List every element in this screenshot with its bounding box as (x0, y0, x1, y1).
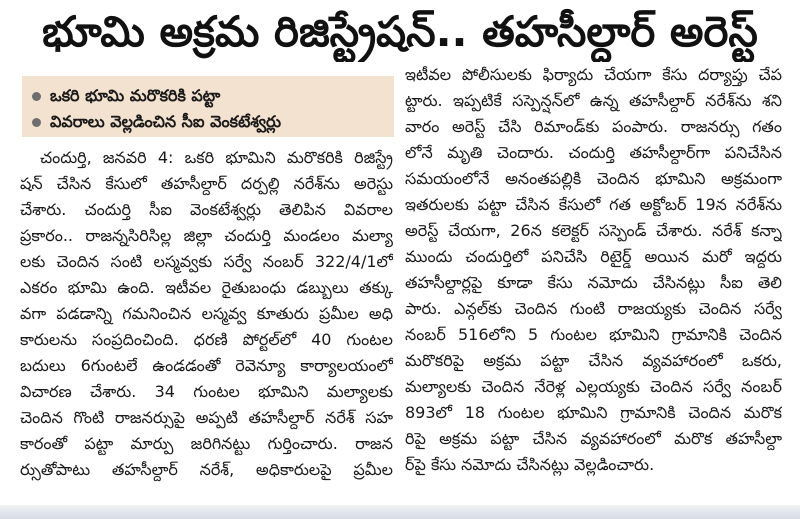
article-left-column (20, 145, 393, 483)
page-bottom-edge (0, 505, 800, 519)
article-line: కారులను సంప్రదించింది. ధరణి పోర్టల్‌లో 40 గుంటల (20, 330, 393, 349)
article-line: లోనే మృతి చెందారు. చందుర్తి తహసీల్దార్‌గా పనిచేసిన (405, 143, 782, 162)
article-line: లకు చెందిన సంటి లస్మవ్వకు సర్వే నంబర్ 322/4/1లో (20, 252, 393, 271)
bullet-icon (32, 118, 41, 127)
article-line: ప్రకారం.. రాజన్నసిరిసిల్ల జిల్లా చందుర్తి మండలం మల్యా (20, 226, 393, 245)
article-line: రిపై అక్రమ పట్టా చేసిన వ్యవహారంలో మరొక తహసీల్దా (405, 429, 782, 448)
article-line: ట్టారు. ఇప్పటికే సస్పెన్షన్‌లో ఉన్న తహసీల్దార్ నరేశ్‌ను శని (405, 91, 782, 110)
highlight-text: ఒకరి భూమి మరొకరికి పట్టా (50, 86, 221, 105)
article-line: 893లో 18 గుంటల భూమిని గ్రామానికి చెందిన మరొక (405, 403, 782, 422)
article-line: నంబర్ 516లోని 5 గుంటల భూమిని గ్రామానికి చెందిన (405, 325, 782, 344)
headline: భూమి అక్రమ రిజిస్ట్రేషన్.. తహసీల్దార్ అరెస్ట్ (42, 7, 758, 56)
article-line: సమయంలోనే అనంతపల్లికి చెందిన భూమిని అక్రమంగా (405, 169, 782, 188)
article-line: బదులు 6గుంటలే ఉండడంతో రెవెన్యూ కార్యాలయంలో (20, 356, 393, 375)
bullet-icon (32, 92, 41, 101)
article-right-column (405, 62, 782, 478)
article-line: మరొకరిపై అక్రమ పట్టా చేసిన వ్యవహారంలో ఒకరు, (405, 351, 782, 370)
article-line: మల్యాలకు చెందిన నేరెళ్ల ఎల్లయ్యకు చెందిన సర్వే నంబర్ (405, 377, 782, 396)
article-line: ర్‌పై కేసు నమోదు చేసినట్లు వెల్లడించారు. (405, 455, 655, 474)
article-line: వగా పడడాన్ని గమనించిన లస్మవ్వ కూతురు ప్రమీల అధి (20, 304, 393, 323)
article-line: ఎకరం భూమి ఉంది. ఇటీవల రైతుబంధు డబ్బులు తక్కు (20, 278, 393, 297)
article-line: ఇతరులకు పట్టా చేసిన కేసులో గత అక్టోబర్ 19న నరేశ్‌ను (405, 195, 782, 214)
article-line: చేశారు. చందుర్తి సీఐ వెంకటేశ్వర్లు తెలిపిన వివరాల (20, 200, 393, 219)
article-line: షన్ చేసిన కేసులో తహసీల్దార్ దర్పల్లి నరేశ్‌ను అరెస్టు (20, 174, 393, 193)
article-line: ర్సుతోపాటు తహసీల్దార్ నరేశ్, అధికారులపై ప్రమీల (20, 460, 393, 479)
article-line: ముందు చందుర్తిలో పనిచేసి రిటైర్డ్ అయిన మరో ఇద్దరు (405, 247, 782, 266)
article-line: వారం అరెస్ట్ చేసి రిమాండ్‌కు పంపారు. రాజనర్సు గతం (405, 117, 782, 136)
highlight-item (22, 109, 394, 135)
article-line: పారు. ఎన్గల్‌కు చెందిన గుంటి రాజయ్యకు చెందిన సర్వే (405, 299, 782, 318)
article-line: చెందిన గొంటి రాజనర్సుపై అప్పటి తహసీల్దార్ నరేశ్ సహ (20, 408, 393, 427)
article-line: విచారణ చేశారు. 34 గుంటల భూమిని మల్యాలకు (20, 382, 393, 401)
highlight-text: వివరాలు వెల్లడించిన సీఐ వెంకటేశ్వర్లు (50, 112, 282, 131)
article-line: తహసీల్దార్లపై కూడా కేసు నమోదు చేసినట్లు సీఐ తెలి (405, 273, 782, 292)
article-line: చందుర్తి, జనవరి 4: ఒకరి భూమిని మరొకరికి రిజిస్ట్రే (40, 148, 393, 167)
article-line: ఇటీవల పోలీసులకు ఫిర్యాదు చేయగా కేసు దర్యాప్తు చేప (405, 65, 782, 84)
article-line: కారంతో పట్టా మార్పు జరిగినట్టు గుర్తించారు. రాజన (20, 434, 393, 453)
article-line: అరెస్ట్ చేయగా, 26న కలెక్టర్ సస్పెండ్ చేశారు. నరేశ్ కన్నా (405, 221, 782, 240)
highlight-item (22, 83, 394, 109)
highlights-box (22, 76, 394, 137)
